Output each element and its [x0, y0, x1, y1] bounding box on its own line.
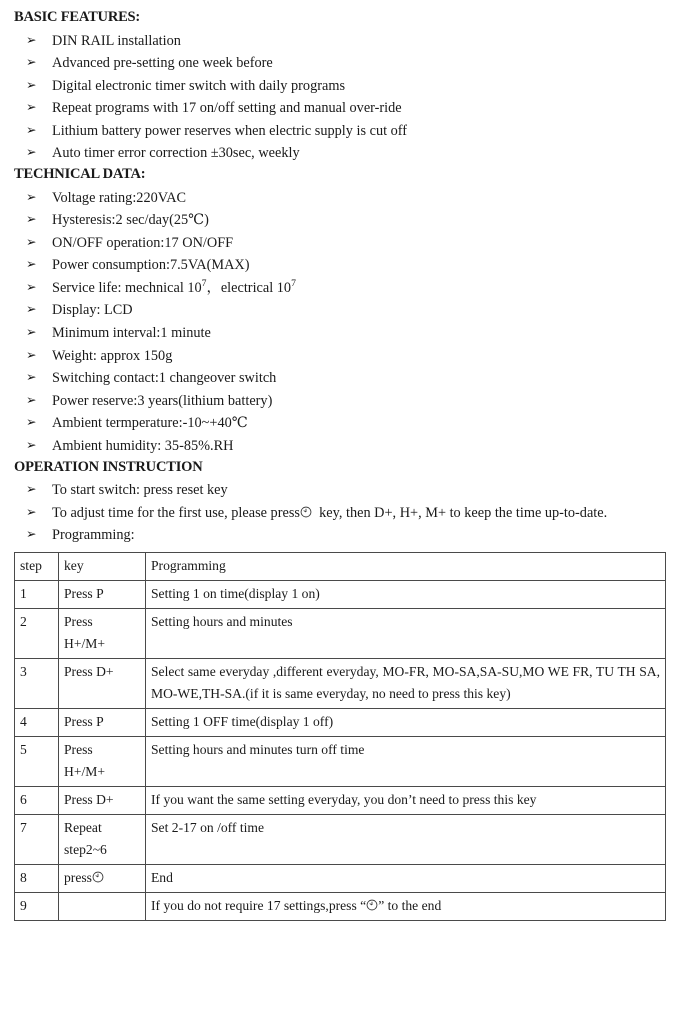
list-item-text: Digital electronic timer switch with daily programs	[52, 77, 346, 94]
list-item-text: Minimum interval:1 minute	[52, 325, 211, 342]
bullet-arrow-icon: ➢	[26, 122, 37, 137]
cell-key: Press P	[59, 580, 146, 608]
list-item	[14, 209, 678, 232]
bullet-arrow-icon: ➢	[26, 302, 37, 317]
cell-programming: Select same everyday ,different everyday, MO-FR, MO-SA,SA-SU,MO WE FR, TU TH SA, MO-WE,TH-SA.(if it is same everyday, no need to press this key)	[146, 658, 666, 708]
bullet-arrow-icon: ➢	[26, 504, 37, 519]
section-heading-operation-instruction: OPERATION INSTRUCTION	[14, 458, 203, 475]
bullet-arrow-icon: ➢	[26, 189, 37, 204]
list-item	[14, 254, 678, 277]
cell-key: Press P	[59, 708, 146, 736]
table-row	[15, 580, 666, 608]
section-heading-technical-data: TECHNICAL DATA:	[14, 166, 146, 183]
list-item-text: Programming:	[52, 527, 135, 544]
cell-key	[59, 814, 146, 864]
cell-key-line1: Press	[64, 613, 93, 629]
bullet-arrow-icon: ➢	[26, 100, 37, 115]
list-item-text: Ambient termperature:-10~+40℃	[52, 415, 248, 432]
cell-key	[59, 865, 146, 893]
cell-key-line1: Press	[64, 741, 93, 757]
adjust-time-text-before: To adjust time for the first use, please press	[52, 504, 300, 521]
list-item	[14, 142, 678, 165]
basic-features-list	[14, 30, 678, 165]
bullet-arrow-icon: ➢	[26, 392, 37, 407]
list-item	[14, 75, 678, 98]
list-item-text: To start switch: press reset key	[52, 482, 228, 499]
list-item	[14, 345, 678, 368]
bullet-arrow-icon: ➢	[26, 145, 37, 160]
list-item	[14, 232, 678, 255]
cell-step: 5	[15, 736, 59, 786]
cell-key-empty	[59, 893, 146, 921]
cell-key: Press D+	[59, 658, 146, 708]
list-item-text: Weight: approx 150g	[52, 347, 173, 364]
column-header-step: step	[15, 552, 59, 580]
cell-programming	[146, 893, 666, 921]
bullet-arrow-icon: ➢	[26, 325, 37, 340]
adjust-time-text-after: key, then D+, H+, M+ to keep the time up-to-date.	[319, 504, 608, 521]
list-item	[14, 97, 678, 120]
list-item	[14, 187, 678, 210]
table-row	[15, 608, 666, 658]
list-item-text: Ambient humidity: 35-85%.RH	[52, 437, 234, 454]
list-item-text: ON/OFF operation:17 ON/OFF	[52, 234, 234, 251]
list-item-text: Display: LCD	[52, 302, 133, 319]
list-item	[14, 120, 678, 143]
cell-programming: Setting 1 OFF time(display 1 off)	[146, 708, 666, 736]
cell-key-text: press	[64, 870, 92, 886]
list-item-text: Repeat programs with 17 on/off setting and manual over-ride	[52, 100, 402, 117]
cell-step: 3	[15, 658, 59, 708]
clock-icon	[366, 899, 378, 911]
list-item-text-adjust-time	[52, 502, 678, 525]
table-row	[15, 814, 666, 864]
list-item	[14, 30, 678, 53]
programming-table	[14, 552, 666, 921]
bullet-arrow-icon: ➢	[26, 234, 37, 249]
list-item-text: DIN RAIL installation	[52, 32, 181, 49]
service-life-exponent-electrical: 7	[291, 278, 296, 290]
list-item	[14, 502, 678, 525]
cell-step: 7	[15, 814, 59, 864]
list-item-text: Advanced pre-setting one week before	[52, 55, 273, 72]
service-life-exponent-mechanical: 7	[201, 278, 207, 290]
list-item	[14, 479, 678, 502]
clock-icon	[92, 871, 104, 883]
cell-step: 9	[15, 893, 59, 921]
cell-key-line2: step2~6	[64, 842, 107, 857]
list-item-text: Lithium battery power reserves when electric supply is cut off	[52, 122, 408, 139]
bullet-arrow-icon: ➢	[26, 257, 37, 272]
cell-key	[59, 608, 146, 658]
bullet-arrow-icon: ➢	[26, 415, 37, 430]
list-item	[14, 390, 678, 413]
cell-programming: Setting hours and minutes	[146, 608, 666, 658]
section-heading-basic-features: BASIC FEATURES:	[14, 9, 141, 25]
bullet-arrow-icon: ➢	[26, 77, 37, 92]
service-life-middle: ，electrical 10	[206, 279, 292, 296]
list-item	[14, 299, 678, 322]
cell-step: 2	[15, 608, 59, 658]
list-item-text: Hysteresis:2 sec/day(25℃)	[52, 212, 209, 229]
cell-key-line2: H+/M+	[64, 763, 106, 779]
cell-key-line2: H+/M+	[64, 635, 106, 651]
column-header-key: key	[59, 552, 146, 580]
bullet-arrow-icon: ➢	[26, 482, 37, 497]
list-item	[14, 435, 678, 458]
table-row	[15, 736, 666, 786]
table-row	[15, 658, 666, 708]
table-row	[15, 786, 666, 814]
list-item-text: Voltage rating:220VAC	[52, 189, 187, 206]
service-life-prefix: Service life: mechnical 10	[52, 279, 202, 296]
list-item-text: Power consumption:7.5VA(MAX)	[52, 257, 250, 274]
column-header-programming: Programming	[146, 552, 666, 580]
table-header-row	[15, 552, 666, 580]
cell-programming-after: ” to the end	[378, 898, 442, 914]
list-item	[14, 524, 678, 547]
cell-programming: Setting hours and minutes turn off time	[146, 736, 666, 786]
cell-programming: End	[146, 865, 666, 893]
bullet-arrow-icon: ➢	[26, 437, 37, 452]
cell-programming: If you want the same setting everyday, you don’t need to press this key	[146, 786, 666, 814]
table-row	[15, 865, 666, 893]
cell-key: Press D+	[59, 786, 146, 814]
cell-step: 4	[15, 708, 59, 736]
bullet-arrow-icon: ➢	[26, 55, 37, 70]
operation-instruction-list	[14, 479, 678, 547]
cell-programming-before: If you do not require 17 settings,press “	[151, 898, 367, 914]
list-item-text: Switching contact:1 changeover switch	[52, 370, 277, 387]
cell-key	[59, 736, 146, 786]
technical-data-list	[14, 187, 678, 458]
bullet-arrow-icon: ➢	[26, 32, 37, 47]
cell-programming: Setting 1 on time(display 1 on)	[146, 580, 666, 608]
list-item-text: Power reserve:3 years(lithium battery)	[52, 392, 273, 409]
cell-key-line1: Repeat	[64, 819, 102, 835]
list-item	[14, 52, 678, 75]
bullet-arrow-icon: ➢	[26, 347, 37, 362]
list-item	[14, 322, 678, 345]
bullet-arrow-icon: ➢	[26, 212, 37, 227]
list-item	[14, 277, 678, 300]
list-item-text-service-life	[52, 277, 678, 300]
bullet-arrow-icon: ➢	[26, 279, 37, 294]
table-row	[15, 708, 666, 736]
table-row	[15, 893, 666, 921]
clock-icon	[300, 506, 312, 518]
bullet-arrow-icon: ➢	[26, 370, 37, 385]
cell-step: 8	[15, 865, 59, 893]
list-item	[14, 367, 678, 390]
bullet-arrow-icon: ➢	[26, 527, 37, 542]
cell-programming: Set 2-17 on /off time	[146, 814, 666, 864]
cell-step: 1	[15, 580, 59, 608]
list-item-text: Auto timer error correction ±30sec, weekly	[52, 145, 300, 162]
list-item	[14, 412, 678, 435]
cell-step: 6	[15, 786, 59, 814]
